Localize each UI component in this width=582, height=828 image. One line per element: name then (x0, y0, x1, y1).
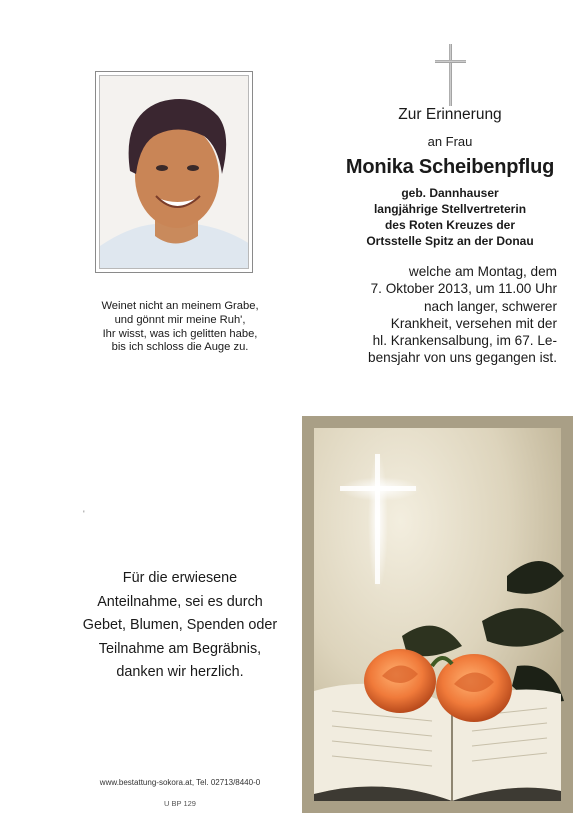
death-line: welche am Montag, dem (408, 264, 557, 279)
title-line: langjährige Stellvertreterin (373, 202, 527, 216)
death-line: 7. Oktober 2013, um 11.00 Uhr (370, 281, 557, 297)
memorial-heading: Zur Erinnerung (398, 106, 502, 123)
thanks-line: Gebet, Blumen, Spenden oder (82, 617, 278, 634)
death-line: nach langer, schwerer (424, 298, 557, 314)
title-line: Ortsstelle Spitz an der Donau (366, 234, 534, 248)
tick-mark: ' (83, 509, 85, 519)
product-code: U BP 129 (164, 799, 196, 808)
poem-line: und gönnt mir meine Ruh', (114, 313, 246, 326)
cross-icon (449, 44, 452, 106)
title-line: geb. Dannhauser (401, 186, 499, 200)
thanks-line: Teilnahme am Begräbnis, (98, 640, 262, 657)
poem-line: Ihr wisst, was ich gelitten habe, (102, 327, 258, 340)
panel-illustration (302, 416, 573, 813)
thanks-text (60, 567, 300, 685)
title-line: des Roten Kreuzes der (384, 218, 516, 232)
cross-icon-bar (435, 60, 466, 63)
footer-contact: www.bestattung-sokora.at, Tel. 02713/8440-0 (99, 778, 261, 787)
portrait-photo (99, 75, 249, 269)
death-notice (345, 263, 557, 367)
thanks-line: Anteilnahme, sei es durch (97, 593, 263, 610)
portrait-frame (95, 71, 253, 273)
thanks-line: Für die erwiesene (122, 570, 238, 586)
death-line: bensjahr von uns gegangen ist. (368, 350, 557, 366)
deceased-name: Monika Scheibenpflug (345, 156, 555, 178)
death-line: hl. Krankensalbung, im 67. Le- (372, 333, 557, 349)
poem (60, 300, 300, 355)
thanks-line: danken wir herzlich. (116, 664, 244, 681)
poem-line: bis ich schloss die Auge zu. (111, 341, 249, 354)
salutation: an Frau (427, 134, 473, 149)
death-line: Krankheit, versehen mit der (390, 315, 557, 331)
bible-roses-image (302, 416, 573, 813)
portrait-illustration (100, 76, 249, 269)
poem-line: Weinet nicht an meinem Grabe, (101, 300, 259, 312)
deceased-titles (330, 185, 570, 249)
